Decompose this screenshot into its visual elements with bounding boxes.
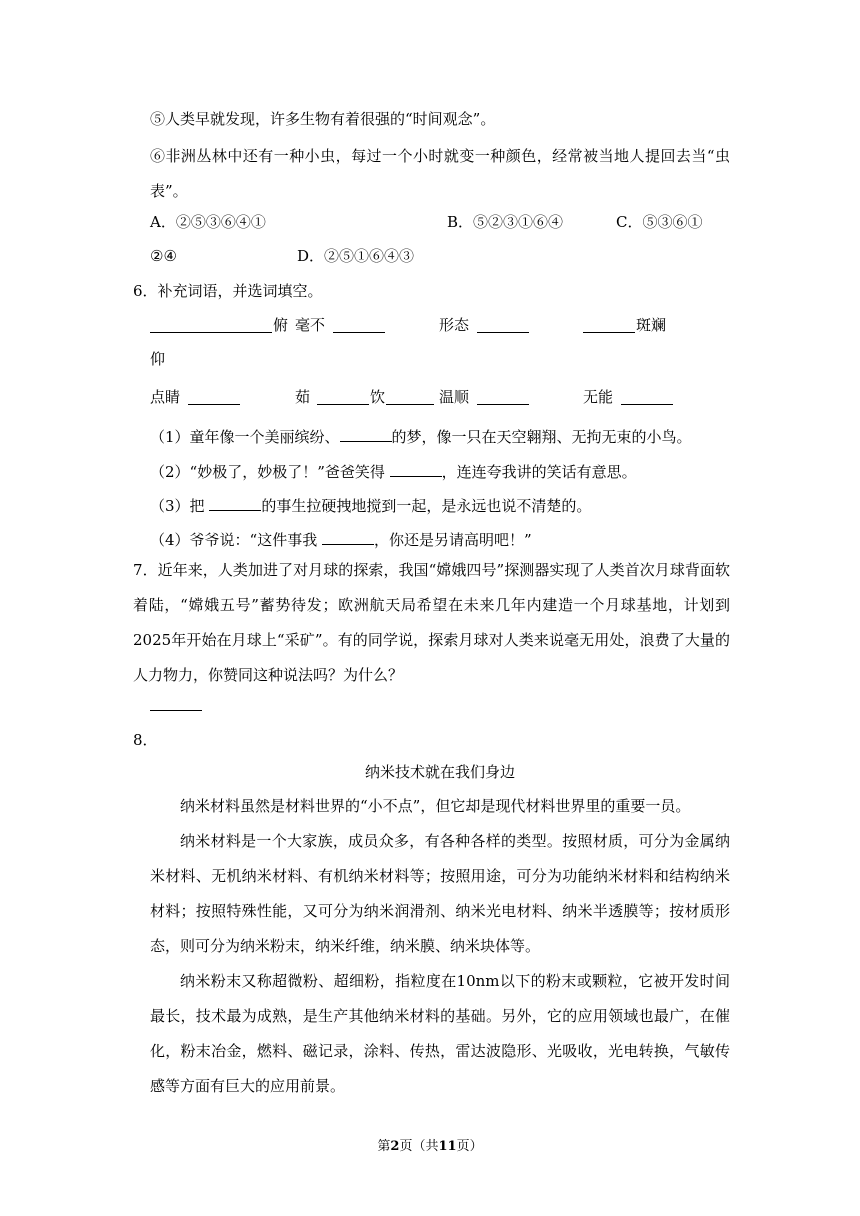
q5-option-d: D．②⑤①⑥④③ [297,247,415,265]
q6-word-8: 无能 [583,388,614,406]
footer-total-pages: 11 [438,1139,457,1154]
q6-word-6a: 茹 [295,388,311,406]
footer-page-number: 2 [390,1139,400,1154]
q6-blank-2[interactable] [333,332,385,333]
q7-text: 7．近年来，人类加进了对月球的探索，我国“嫦娥四号”探测器实现了人类首次月球背面软着陆，“嫦娥五号”蓄势待发；欧洲航天局希望在未来几年内建造一个月球基地，计划到2025年开始在月球上“采矿”。有的同学说，探索月球对人类来说毫无用处，浪费了大量的人力物力，你赞同这种说法吗？为什么？ [133,561,730,684]
q6-sentence-4-b: ，你还是另请高明吧！” [374,531,532,549]
q6-sentence-3-b: 的事生拉硬拽地搅到一起，是永远也说不清楚的。 [261,497,592,515]
q6-blank-3[interactable] [477,332,529,333]
q6-sentence-4-a: （4）爷爷说：“这件事我 [150,531,318,549]
q6-word-4: 斑斓 [636,316,667,334]
q6-word-7: 温顺 [439,388,470,406]
q6-sentence-3 [150,496,591,514]
q5-option-b: B．⑤②③①⑥④ [447,213,564,231]
q6-blank-5[interactable] [188,404,240,405]
q6-sentence-2 [150,462,637,480]
q6-sentence-3-a: （3）把 [150,497,205,515]
page-footer [0,1140,860,1153]
q6-blank-6[interactable] [317,404,369,405]
q5-item-5: ⑤人类早就发现，许多生物有着很强的“时间观念”。 [150,110,496,128]
q6-sentence-2-a: （2）“妙极了，妙极了！”爸爸笑得 [150,463,385,481]
q6-sentence-4-blank[interactable] [322,530,374,545]
q6-sentence-1 [150,427,692,445]
q5-option-a: A．②⑤③⑥④① [150,213,266,231]
q7-answer-blank[interactable] [150,710,202,711]
q6-blank-4[interactable] [583,332,635,333]
q6-title: 6．补充词语，并选词填空。 [133,282,323,300]
article-title: 纳米技术就在我们身边 [364,763,515,781]
q6-word-2: 毫不 [295,316,326,334]
article-paragraph-3: 纳米粉末又称超微粉、超细粉，指粒度在10nm以下的粉末或颗粒，它被开发时间最长，技术最为成熟，是生产其他纳米材料的基础。另外，它的应用领域也最广，在催化，粉末冶金，燃料、磁记录，涂料、传热，雷达波隐形、光吸收，光电转换，气敏传感等方面有巨大的应用前景。 [150,972,730,1095]
q6-word-1: 俯 [273,316,289,334]
article-paragraph-2: 纳米材料是一个大家族，成员众多，有各种各样的类型。按照材质，可分为金属纳米材料、无机纳米材料、有机纳米材料等；按照用途，可分为功能纳米材料和结构纳米材料；按照特殊性能，又可分为纳米润滑剂、纳米光电材料、纳米半透膜等；按材质形态，则可分为纳米粉末，纳米纤维，纳米膜、纳米块体等。 [150,832,730,955]
q6-sentence-1-blank[interactable] [340,427,392,442]
q5-item-6: ⑥非洲丛林中还有一种小虫，每过一个小时就变一种颜色，经常被当地人提回去当“虫表”。 [150,147,730,200]
q6-blank-9[interactable] [621,404,673,405]
q6-sentence-1-a: （1）童年像一个美丽缤纷、 [150,428,340,446]
q6-blank-8[interactable] [477,404,529,405]
footer-mid: 页（共 [399,1139,439,1154]
q5-option-c: C．⑤③⑥① [616,213,703,231]
q6-sentence-2-b: ，连连夸我讲的笑话有意思。 [441,463,637,481]
q6-sentence-1-b: 的梦，像一只在天空翱翔、无拘无束的小鸟。 [391,428,692,446]
q6-word-3: 形态 [439,316,470,334]
q5-option-c-continued: ②④ [150,247,177,265]
q6-word-5: 点睛 [150,388,181,406]
article-paragraph-1: 纳米材料虽然是材料世界的“小不点”，但它却是现代材料世界里的重要一员。 [180,797,691,815]
q6-blank-7[interactable] [386,404,434,405]
q6-blank-1[interactable] [150,332,272,333]
q6-sentence-4 [150,530,532,548]
q8-number: 8． [133,731,158,749]
q6-sentence-3-blank[interactable] [209,496,261,511]
q6-sentence-2-blank[interactable] [390,462,442,477]
footer-post: 页） [456,1139,483,1154]
q6-word-1-continued: 仰 [150,350,166,368]
q6-word-6b: 饮 [370,388,386,406]
footer-pre: 第 [377,1139,391,1154]
